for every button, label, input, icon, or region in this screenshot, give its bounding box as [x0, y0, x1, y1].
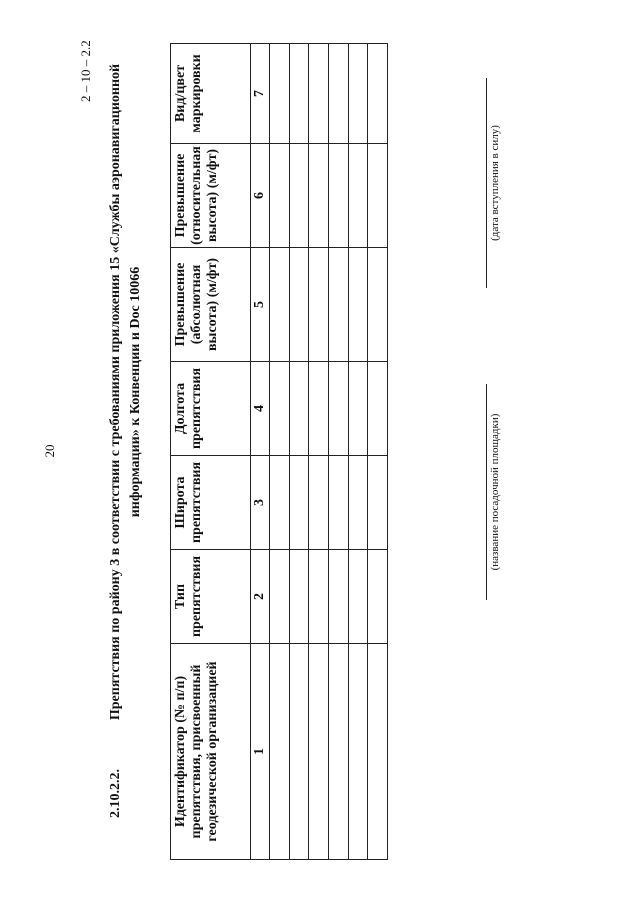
effective-date-caption: (дата вступления в силу): [486, 78, 501, 288]
table-cell: [348, 44, 368, 144]
column-number: 1: [251, 644, 270, 860]
table-cell: [368, 144, 388, 248]
table-cell: [328, 456, 348, 550]
table-cell: [309, 456, 329, 550]
table-cell: [289, 644, 309, 860]
column-number: 6: [251, 144, 270, 248]
table-cell: [348, 456, 368, 550]
table-cell: [328, 248, 348, 362]
table-cell: [368, 44, 388, 144]
column-number-row: [251, 44, 270, 860]
header-cell: Превышение (относительная высота) (м/фт): [171, 144, 251, 248]
header-cell: Идентификатор (№ п/п) препятствия, присвоенный геодезической организацией: [171, 644, 251, 860]
table-cell: [289, 44, 309, 144]
column-number: 5: [251, 248, 270, 362]
table-cell: [309, 362, 329, 456]
table-cell: [270, 644, 290, 860]
table-cell: [348, 550, 368, 644]
heading-line-2: информации» к Конвенции и Doc 10066: [128, 266, 143, 518]
section-heading: [106, 42, 146, 742]
table-cell: [309, 550, 329, 644]
table-cell: [309, 44, 329, 144]
table-cell: [368, 644, 388, 860]
column-number: 3: [251, 456, 270, 550]
table-cell: [309, 144, 329, 248]
header-cell: Широта препятствия: [171, 456, 251, 550]
table-cell: [328, 44, 348, 144]
table-cell: [270, 456, 290, 550]
table-cell: [328, 550, 348, 644]
header-cell: Тип препятствия: [171, 550, 251, 644]
table-cell: [348, 644, 368, 860]
table-cell: [348, 362, 368, 456]
table-row: [289, 44, 309, 860]
table-cell: [348, 248, 368, 362]
table-cell: [289, 362, 309, 456]
table-row: [328, 44, 348, 860]
table-cell: [328, 362, 348, 456]
header-row: [171, 44, 251, 860]
column-number: 2: [251, 550, 270, 644]
document-code: 2 – 10 – 2.2: [78, 40, 93, 102]
table-cell: [348, 144, 368, 248]
section-number: 2.10.2.2.: [108, 769, 123, 818]
table-cell: [270, 44, 290, 144]
table-cell: [270, 362, 290, 456]
table-cell: [270, 248, 290, 362]
table-cell: [368, 456, 388, 550]
header-cell: Превышение (абсолютная высота) (м/фт): [171, 248, 251, 362]
table-body: [270, 44, 388, 860]
table-cell: [289, 550, 309, 644]
table-cell: [368, 248, 388, 362]
table-row: [348, 44, 368, 860]
header-cell: Долгота препятствия: [171, 362, 251, 456]
aerodrome-name-caption: (название посадочной площадки): [486, 384, 501, 600]
table-row: [270, 44, 290, 860]
table-cell: [368, 550, 388, 644]
column-number: 7: [251, 44, 270, 144]
obstacles-table: [170, 43, 388, 860]
column-number: 4: [251, 362, 270, 456]
table-cell: [289, 248, 309, 362]
table-cell: [270, 550, 290, 644]
table-row: [368, 44, 388, 860]
table-cell: [270, 144, 290, 248]
table-cell: [328, 144, 348, 248]
heading-line-1: Препятствия по району 3 в соответствии с требованиями приложения 15 «Службы аэронавигационной: [108, 63, 123, 721]
table-cell: [289, 144, 309, 248]
page-number: 20: [42, 444, 57, 458]
table-cell: [289, 456, 309, 550]
table-cell: [309, 248, 329, 362]
table-cell: [328, 644, 348, 860]
table-cell: [309, 644, 329, 860]
table-row: [309, 44, 329, 860]
header-cell: Вид/цвет маркировки: [171, 44, 251, 144]
table-cell: [368, 362, 388, 456]
